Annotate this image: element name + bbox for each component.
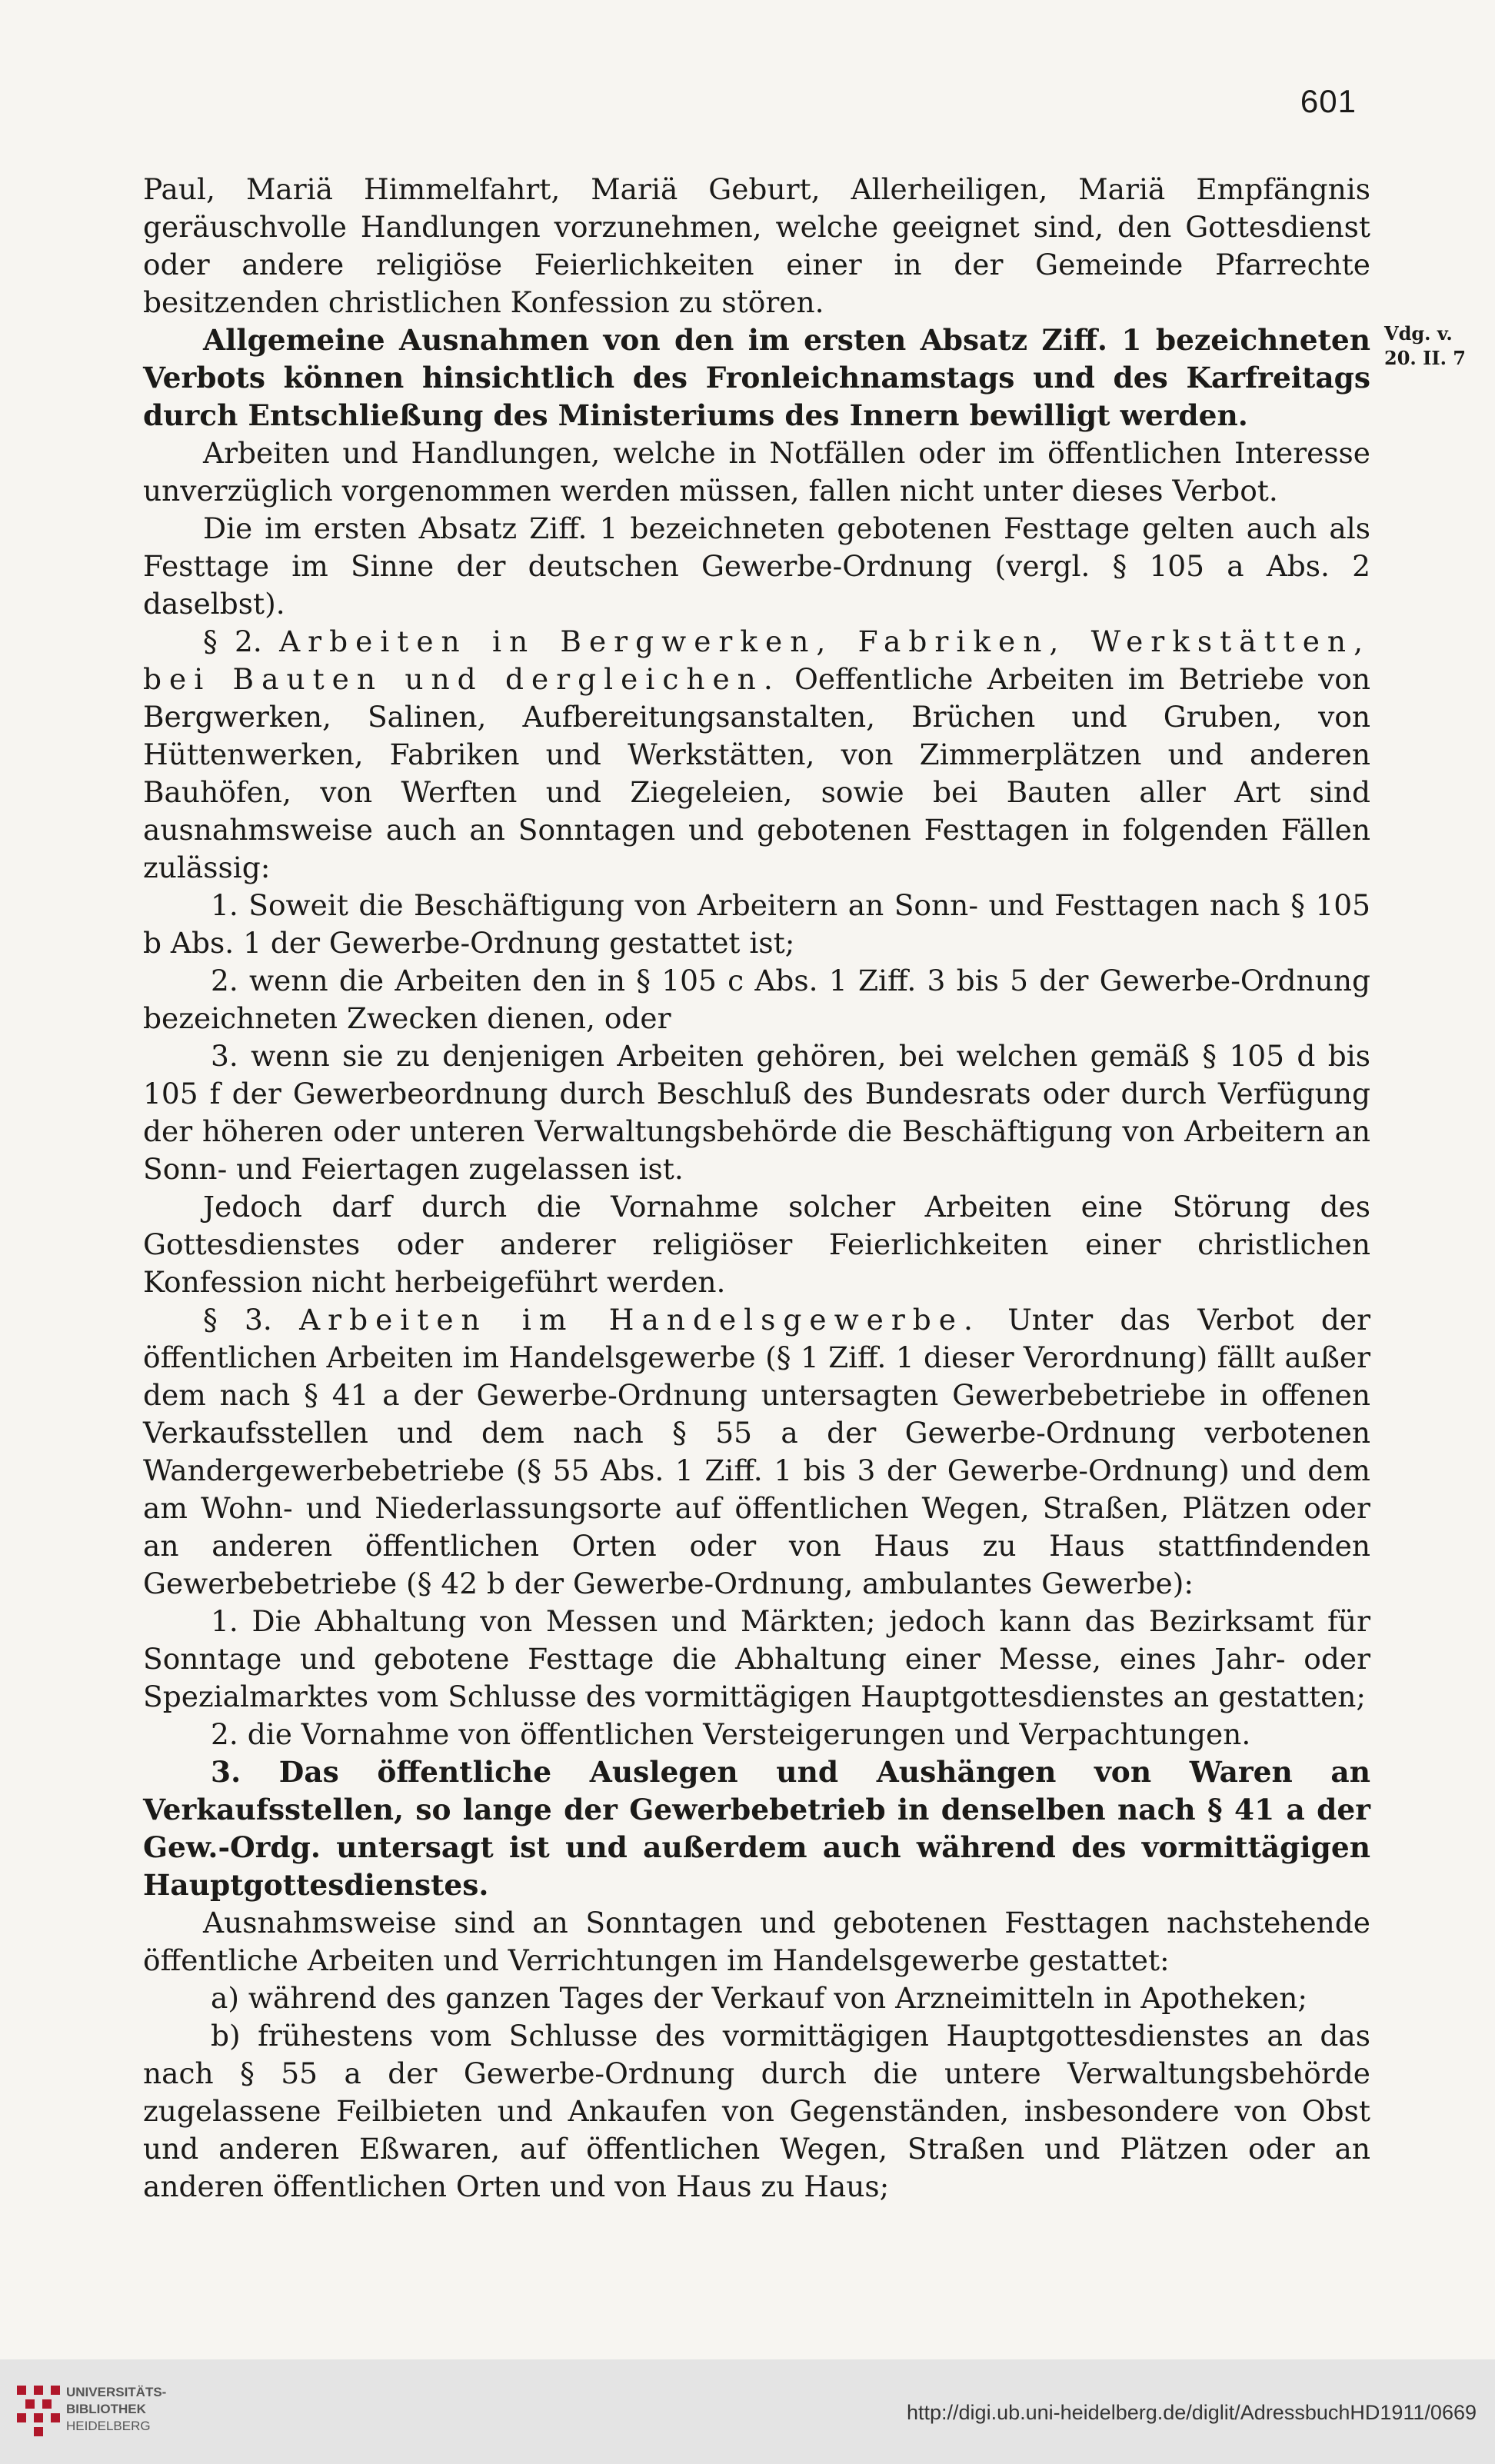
paragraph — [143, 887, 1370, 962]
document-body — [143, 171, 1370, 2206]
viewer-footer — [0, 2359, 1495, 2464]
paragraph-text: Jedoch darf durch die Vornahme solcher Arbeiten eine Störung des Gottesdienstes oder anderer religiöser Feierlichkeiten einer christlichen Konfession nicht herbeigeführt werden. — [143, 1190, 1370, 1299]
paragraph-text: Die im ersten Absatz Ziff. 1 bezeichneten gebotenen Festtage gelten auch als Festtage im Sinne der deutschen Gewerbe-Ordnung (vergl. § 105 a Abs. 2 daselbst). — [143, 511, 1370, 621]
paragraph-text: 3. wenn sie zu denjenigen Arbeiten gehören, bei welchen gemäß § 105 d bis 105 f der Gewerbeordnung durch Beschluß des Bundesrats oder durch Verfügung der höheren oder unteren Verwaltungsbehörde die Beschäftigung von Arbeitern an Sonn- und Feiertagen zugelassen ist. — [143, 1039, 1370, 1186]
paragraph-text: b) frühestens vom Schlusse des vormittägigen Hauptgottesdienstes an das nach § 55 a der Gewerbe-Ordnung durch die untere Verwaltungsbehörde zugelassene Feilbieten und Ankaufen von Gegenständen, insbesondere von Obst und anderen Eßwaren, auf öffentlichen Wegen, Straßen und Plätzen oder an anderen öffentlichen Orten und von Haus zu Haus; — [143, 2019, 1370, 2203]
paragraph — [143, 171, 1370, 321]
paragraph — [143, 1037, 1370, 1188]
paragraph — [143, 510, 1370, 623]
logo-line-1: UNIVERSITÄTS- — [66, 2385, 167, 2399]
library-logo-icon — [17, 2386, 60, 2436]
paragraph — [143, 962, 1370, 1037]
paragraph — [143, 623, 1370, 887]
paragraph-text: Oeffentliche Arbeiten im Betriebe von Bergwerken, Salinen, Aufbereitungsanstalten, Brüchen und Gruben, von Hüttenwerken, Fabriken und Werkstätten, von Zimmerplätzen und anderen Bauhöfen, von Werften und Ziegeleien, sowie bei Bauten aller Art sind ausnahmsweise auch an Sonntagen und gebotenen Festtagen in folgenden Fällen zulässig: — [143, 662, 1371, 884]
section-number: § 3. — [203, 1303, 272, 1337]
paragraph-text: a) während des ganzen Tages der Verkauf von Arzneimitteln in Apotheken; — [211, 1981, 1307, 2015]
paragraph-text: 1. Soweit die Beschäftigung von Arbeitern an Sonn- und Festtagen nach § 105 b Abs. 1 der Gewerbe-Ordnung gestattet ist; — [143, 888, 1370, 960]
paragraph-text: 2. wenn die Arbeiten den in § 105 c Abs. 1 Ziff. 3 bis 5 der Gewerbe-Ordnung bezeichneten Zwecken dienen, oder — [143, 964, 1370, 1035]
paragraph-text: Paul, Mariä Himmelfahrt, Mariä Geburt, Allerheiligen, Mariä Empfängnis geräuschvolle Handlungen vorzunehmen, welche geeignet sind, den Gottesdienst oder andere religiöse Feierlichkeiten einer in der Gemeinde Pfarrechte besitzenden christlichen Konfession zu stören. — [143, 172, 1370, 319]
paragraph-text: Ausnahmsweise sind an Sonntagen und gebotenen Festtagen nachstehende öffentliche Arbeiten und Verrichtungen im Handelsgewerbe gestattet: — [143, 1906, 1370, 1977]
paragraph — [143, 1716, 1370, 1753]
paragraph — [143, 1301, 1370, 1603]
section-number: § 2. — [203, 624, 262, 658]
paragraph-text: Arbeiten und Handlungen, welche in Notfällen oder im öffentlichen Interesse unverzüglich vorgenommen werden müssen, fallen nicht unter dieses Verbot. — [143, 436, 1370, 508]
paragraph — [143, 1904, 1370, 1980]
source-url[interactable]: http://digi.ub.uni-heidelberg.de/diglit/AdressbuchHD1911/0669 — [907, 2401, 1477, 2424]
paragraph-text: 1. Die Abhaltung von Messen und Märkten; jedoch kann das Bezirksamt für Sonntage und gebotene Festtage die Abhaltung einer Messe, eines Jahr- oder Spezialmarktes vom Schlusse des vormittägigen Hauptgottesdienstes an gestatten; — [143, 1604, 1370, 1713]
paragraph — [143, 435, 1370, 510]
paragraph-text: 3. Das öffentliche Auslegen und Aushängen von Waren an Verkaufsstellen, so lange der Gewerbebetrieb in denselben nach § 41 a der Gew.-Ordg. untersagt ist und außerdem auch während des vormittägigen Hauptgottesdienstes. — [143, 1755, 1370, 1902]
logo-line-3: HEIDELBERG — [66, 2419, 151, 2433]
page-number: 601 — [1300, 83, 1357, 119]
section-heading: Arbeiten in Bergwerken, Fabriken, Werkstätten, bei Bauten und dergleichen. — [143, 624, 1370, 696]
paragraph — [143, 2017, 1370, 2206]
paragraph-text: Unter das Verbot der öffentlichen Arbeiten im Handelsgewerbe (§ 1 Ziff. 1 dieser Verordnung) fällt außer dem nach § 41 a der Gewerbe-Ordnung untersagten Gewerbebetriebe in offenen Verkaufsstellen und dem nach § 55 a der Gewerbe-Ordnung verbotenen Wandergewerbebetriebe (§ 55 Abs. 1 Ziff. 1 bis 3 der Gewerbe-Ordnung) und dem am Wohn- und Niederlassungsorte auf öffentlichen Wegen, Straßen, Plätzen oder an anderen öffentlichen Orten oder von Haus zu Haus stattfindenden Gewerbebetriebe (§ 42 b der Gewerbe-Ordnung, ambulantes Gewerbe): — [143, 1303, 1371, 1600]
paragraph — [143, 1603, 1370, 1716]
paragraph — [143, 1980, 1370, 2017]
paragraph-text: 2. die Vornahme von öffentlichen Versteigerungen und Verpachtungen. — [211, 1717, 1251, 1751]
margin-note: Vdg. v. 20. II. 7 — [1384, 322, 1466, 369]
paragraph-text: Allgemeine Ausnahmen von den im ersten Absatz Ziff. 1 bezeichneten Verbots können hinsichtlich des Fronleichnamstags und des Karfreitags durch Entschließung des Ministeriums des Innern bewilligt werden. — [143, 323, 1370, 432]
library-logo[interactable] — [17, 2375, 217, 2449]
paragraph — [143, 321, 1370, 435]
paragraph — [143, 1188, 1370, 1301]
section-heading: Arbeiten im Handelsgewerbe. — [299, 1303, 981, 1337]
paragraph — [143, 1753, 1370, 1904]
logo-line-2: BIBLIOTHEK — [66, 2402, 146, 2416]
